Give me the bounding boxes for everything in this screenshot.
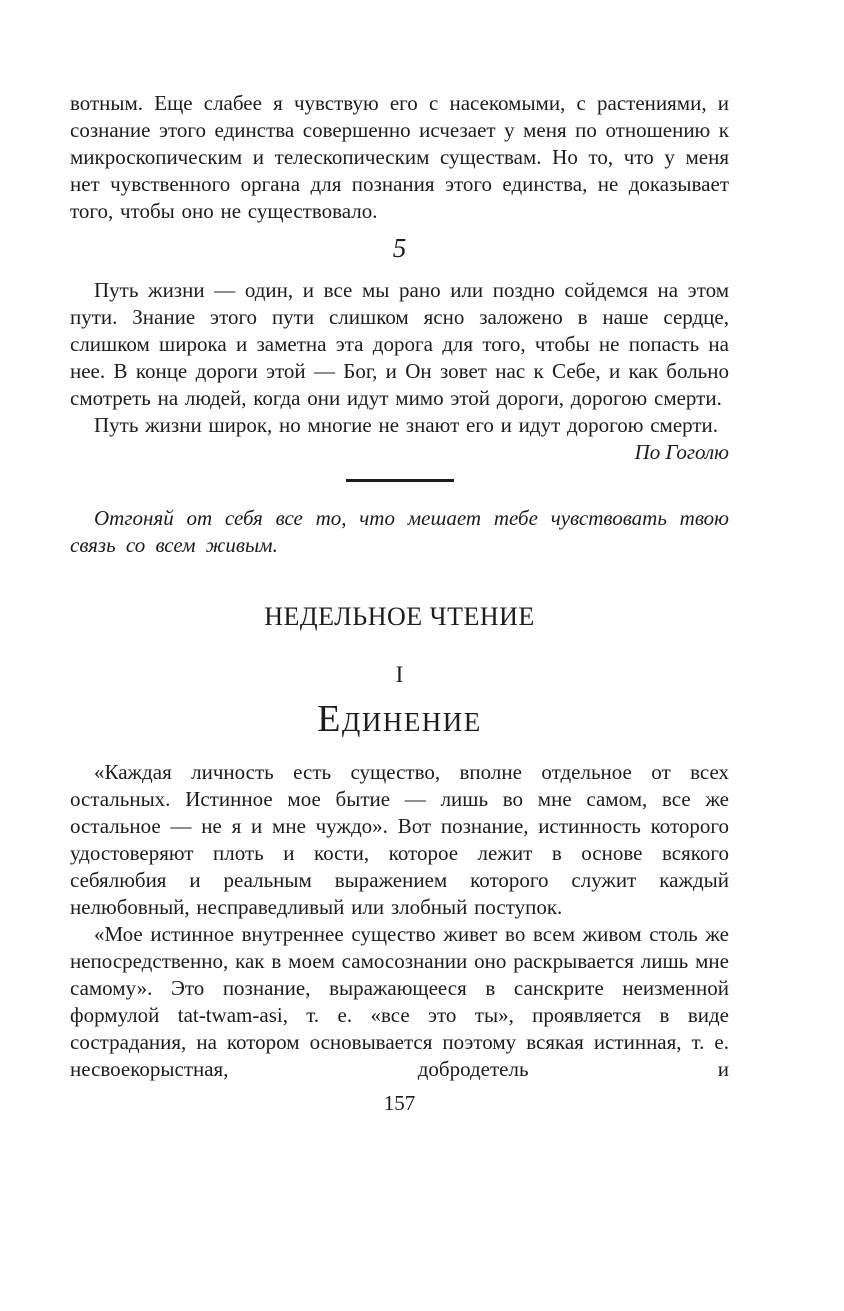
section-paragraph: Путь жизни — один, и все мы рано или поздно сойдемся на этом пути. Знание этого пути слишком ясно заложено в наше сердце, слишком широка и заметна эта дорога для того, чтобы не попасть на нее. В конце дороги этой — Бог, и Он зовет нас к Себе, и как больно смотреть на людей, когда они идут мимо этой дороги, дорогою смерти. [70, 278, 729, 410]
epigraph: Отгоняй от себя все то, что мешает тебе чувствовать твою связь со всем живым. [70, 506, 729, 557]
chapter-numeral: I [395, 662, 404, 687]
continuation-paragraph: вотным. Еще слабее я чувствую его с насекомыми, с растениями, и сознание этого единства совершенно исчезает у меня по отношению к микроскопическим и телескопическим существам. Но то, что у меня нет чувственного органа для познания этого единства, не доказывает того, чтобы оно не существовало. [70, 91, 729, 223]
weekly-reading-heading: НЕДЕЛЬНОЕ ЧТЕНИЕ [264, 602, 535, 631]
section-paragraph: Путь жизни широк, но многие не знают его и идут дорогою смерти. [94, 413, 719, 437]
section-number: 5 [392, 233, 407, 263]
attribution: По Гоголю [634, 440, 729, 464]
page-number: 157 [383, 1091, 416, 1115]
chapter-title: Единение [317, 698, 482, 740]
section-divider [346, 479, 454, 482]
chapter-paragraph: «Каждая личность есть существо, вполне отдельное от всех остальных. Истинное мое бытие — лишь во мне самом, все же остальное — не я и мне чуждо». Вот познание, истинность которого удостоверяют плоть и кости, которое лежит в основе всякого себялюбия и реальным выражением которого служит каждый нелюбовный, несправедливый или злобный поступок. [70, 760, 729, 919]
chapter-paragraph: «Мое истинное внутреннее существо живет во всем живом столь же непосредственно, как в моем самосознании оно раскрывается лишь мне самому». Это познание, выражающееся в санскрите неизменной формулой tat-twam-asi, т. е. «все это ты», проявляется в виде сострадания, на котором основывается поэтому всякая истинная, т. е. несвоекорыстная, добродетель и [70, 922, 729, 1081]
